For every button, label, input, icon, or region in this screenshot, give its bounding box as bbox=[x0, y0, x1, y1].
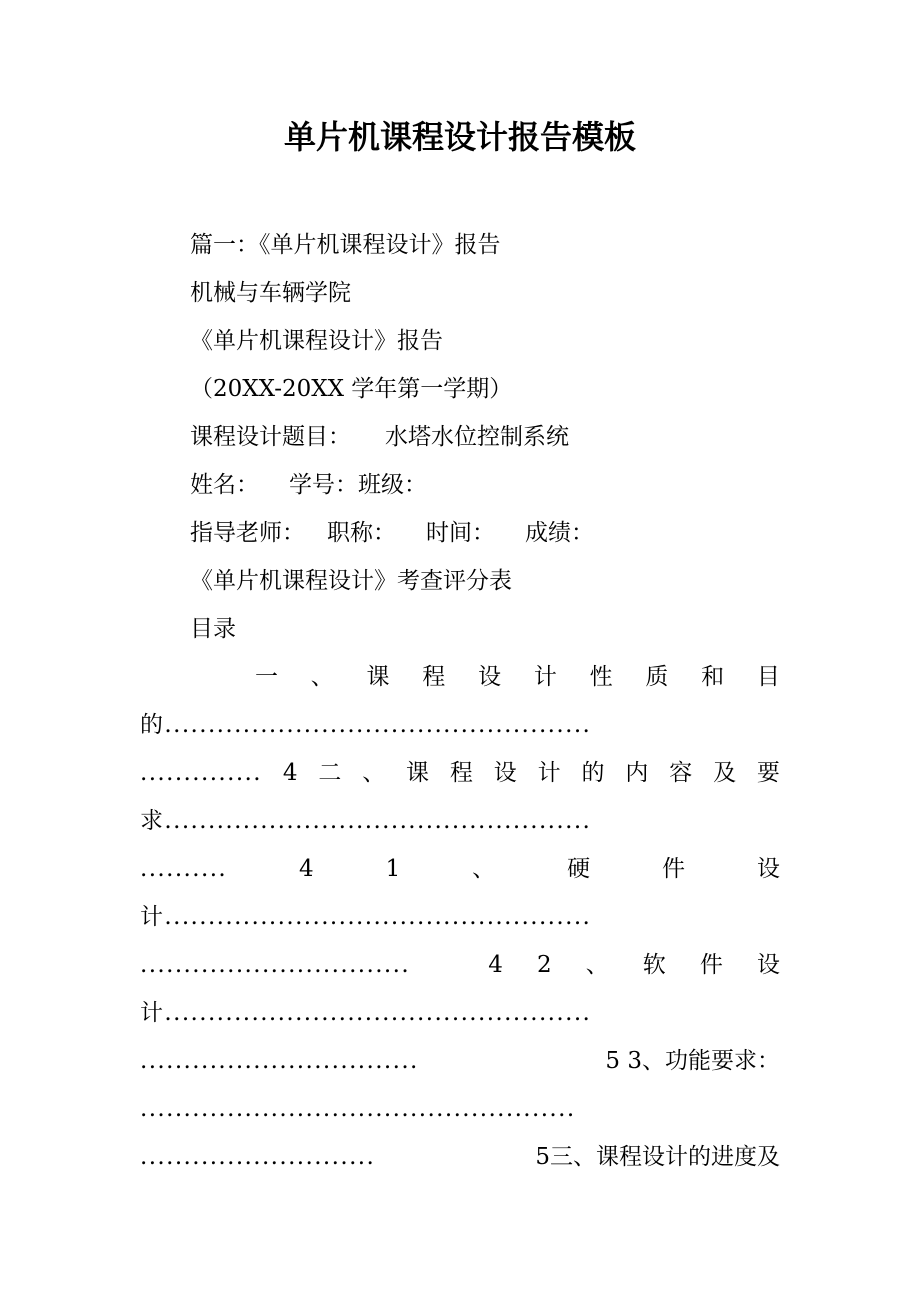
evaluation-table-title: 《单片机课程设计》考查评分表 bbox=[190, 568, 512, 594]
toc-text: 设 bbox=[493, 760, 517, 786]
toc-text: 课 bbox=[406, 760, 430, 786]
toc-text: 计 bbox=[537, 760, 561, 786]
topic-line bbox=[190, 421, 569, 453]
college-line: 机械与车辆学院 bbox=[190, 280, 351, 306]
toc-text: 程 bbox=[449, 760, 473, 786]
toc-text: 内 bbox=[625, 760, 649, 786]
toc-line-4: 求................................................. bbox=[140, 808, 592, 834]
toc-text: 程 bbox=[422, 664, 446, 690]
toc-text: 二 bbox=[318, 760, 342, 786]
term-line: （20XX-20XX 学年第一学期） bbox=[190, 376, 513, 402]
class-label: 班级： bbox=[358, 472, 427, 498]
toc-text: 及 bbox=[713, 760, 737, 786]
toc-text: 件 bbox=[699, 952, 723, 978]
toc-text: 课 bbox=[366, 664, 390, 690]
toc-line-10: .................................................. bbox=[140, 1096, 576, 1122]
toc-text: 4 bbox=[488, 952, 503, 978]
toc-text: 要 bbox=[756, 760, 780, 786]
toc-text: 1 bbox=[385, 856, 401, 882]
toc-text: .......... bbox=[140, 856, 228, 882]
toc-text: 4 bbox=[299, 856, 314, 882]
time-label: 时间： bbox=[426, 520, 495, 546]
toc-line-2: 的................................................. bbox=[140, 712, 592, 738]
student-info-line bbox=[190, 469, 427, 501]
toc-line-8: 计................................................. bbox=[140, 1000, 592, 1026]
topic-value: 水塔水位控制系统 bbox=[385, 424, 569, 450]
toc-line-11 bbox=[140, 1141, 780, 1173]
toc-text: 一 bbox=[255, 664, 278, 690]
toc-text: ........................... bbox=[140, 1144, 376, 1170]
toc-text: 性 bbox=[589, 664, 613, 690]
toc-text: 2 bbox=[536, 952, 552, 978]
toc-line-7 bbox=[140, 949, 780, 981]
toc-text: ............................... bbox=[140, 952, 411, 978]
name-label: 姓名： bbox=[190, 472, 259, 498]
toc-text: 硬 bbox=[567, 856, 591, 882]
toc-text: 、 bbox=[585, 952, 609, 978]
student-id-label: 学号： bbox=[289, 472, 358, 498]
toc-text: 件 bbox=[662, 856, 686, 882]
toc-text: 目 bbox=[756, 664, 780, 690]
document-title: 单片机课程设计报告模板 bbox=[283, 118, 636, 156]
toc-heading: 目录 bbox=[190, 616, 236, 642]
toc-text: 设 bbox=[478, 664, 502, 690]
toc-text: 、 bbox=[310, 664, 334, 690]
toc-text: 计 bbox=[533, 664, 557, 690]
toc-line-5 bbox=[140, 853, 780, 885]
toc-text: 和 bbox=[701, 664, 725, 690]
topic-label: 课程设计题目： bbox=[190, 424, 351, 450]
part-heading: 篇一：《单片机课程设计》报告 bbox=[190, 232, 501, 258]
toc-text: 质 bbox=[645, 664, 669, 690]
toc-line-9 bbox=[140, 1045, 780, 1077]
rank-label: 职称： bbox=[327, 520, 396, 546]
grade-label: 成绩： bbox=[525, 520, 594, 546]
toc-text: 的 bbox=[581, 760, 605, 786]
advisor-label: 指导老师： bbox=[190, 520, 305, 546]
report-line: 《单片机课程设计》报告 bbox=[190, 328, 443, 354]
toc-text: 5 3、功能要求： bbox=[605, 1048, 780, 1074]
toc-text: 、 bbox=[472, 856, 496, 882]
toc-text: 软 bbox=[642, 952, 666, 978]
toc-text: 5三、课程设计的进度及 bbox=[535, 1144, 780, 1170]
toc-text: 4 bbox=[282, 760, 298, 786]
toc-line-6: 计................................................. bbox=[140, 904, 592, 930]
toc-line-1 bbox=[255, 661, 780, 693]
toc-text: 设 bbox=[756, 856, 780, 882]
toc-text: 设 bbox=[756, 952, 780, 978]
toc-text: 、 bbox=[362, 760, 386, 786]
advisor-line bbox=[190, 517, 594, 549]
toc-text: 容 bbox=[669, 760, 693, 786]
toc-line-3 bbox=[140, 757, 780, 789]
toc-text: ................................ bbox=[140, 1048, 419, 1074]
toc-text: .............. bbox=[140, 760, 262, 786]
